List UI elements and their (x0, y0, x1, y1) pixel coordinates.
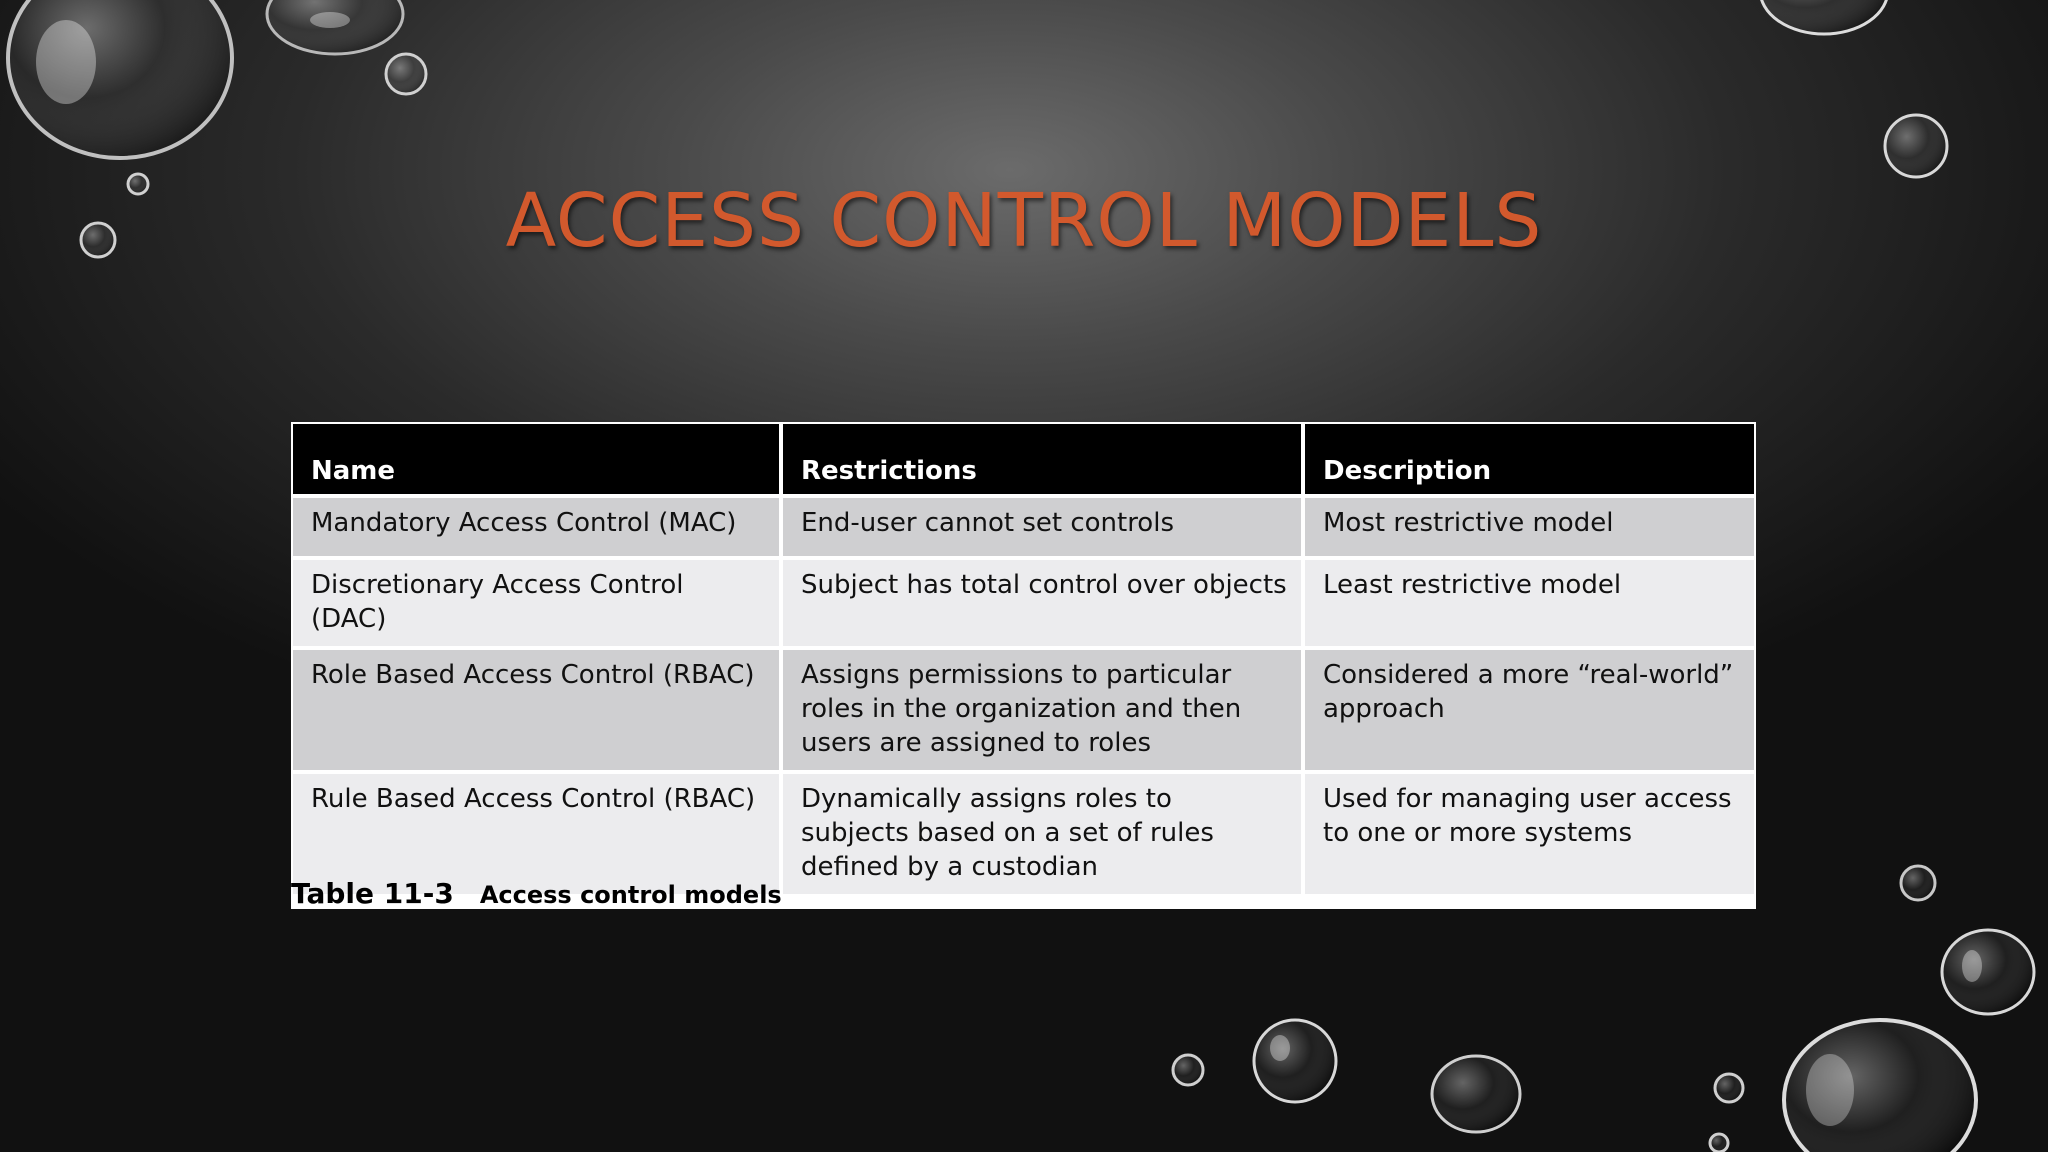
caption-text: Access control models (479, 881, 782, 909)
droplet (1760, 0, 1888, 34)
table-row (293, 772, 1754, 894)
cell-restrictions: End-user cannot set controls (781, 496, 1303, 558)
cell-restrictions: Assigns permissions to particular roles in the organization and then users are assigned to roles (781, 648, 1303, 772)
cell-description: Most restrictive model (1303, 496, 1754, 558)
droplet (1173, 1055, 1203, 1085)
cell-name: Discretionary Access Control (DAC) (293, 558, 781, 648)
cell-name: Rule Based Access Control (RBAC) (293, 772, 781, 894)
cell-restrictions: Dynamically assigns roles to subjects based on a set of rules defined by a custodian (781, 772, 1303, 894)
droplet (1885, 115, 1947, 177)
cell-description: Used for managing user access to one or more systems (1303, 772, 1754, 894)
table-caption (291, 877, 782, 909)
droplet (1715, 1074, 1743, 1102)
cell-name: Role Based Access Control (RBAC) (293, 648, 781, 772)
column-header-description: Description (1303, 424, 1754, 496)
table-row (293, 496, 1754, 558)
access-control-table (293, 424, 1754, 894)
table-figure (291, 422, 1756, 909)
caption-number: Table 11-3 (291, 877, 454, 910)
cell-name: Mandatory Access Control (MAC) (293, 496, 781, 558)
droplet (267, 0, 403, 54)
droplet (8, 0, 232, 158)
cell-description: Least restrictive model (1303, 558, 1754, 648)
table-header-row (293, 424, 1754, 496)
droplet (1784, 1020, 1976, 1152)
droplet (1901, 866, 1935, 900)
column-header-name: Name (293, 424, 781, 496)
cell-restrictions: Subject has total control over objects (781, 558, 1303, 648)
droplet (1432, 1056, 1520, 1132)
table-row (293, 558, 1754, 648)
cell-description: Considered a more “real-world” approach (1303, 648, 1754, 772)
column-header-restrictions: Restrictions (781, 424, 1303, 496)
droplet (1942, 930, 2034, 1014)
table-row (293, 648, 1754, 772)
droplet (386, 54, 426, 94)
droplet (1254, 1020, 1336, 1102)
droplet (1710, 1134, 1728, 1152)
slide-title: ACCESS CONTROL MODELS (505, 178, 1543, 264)
